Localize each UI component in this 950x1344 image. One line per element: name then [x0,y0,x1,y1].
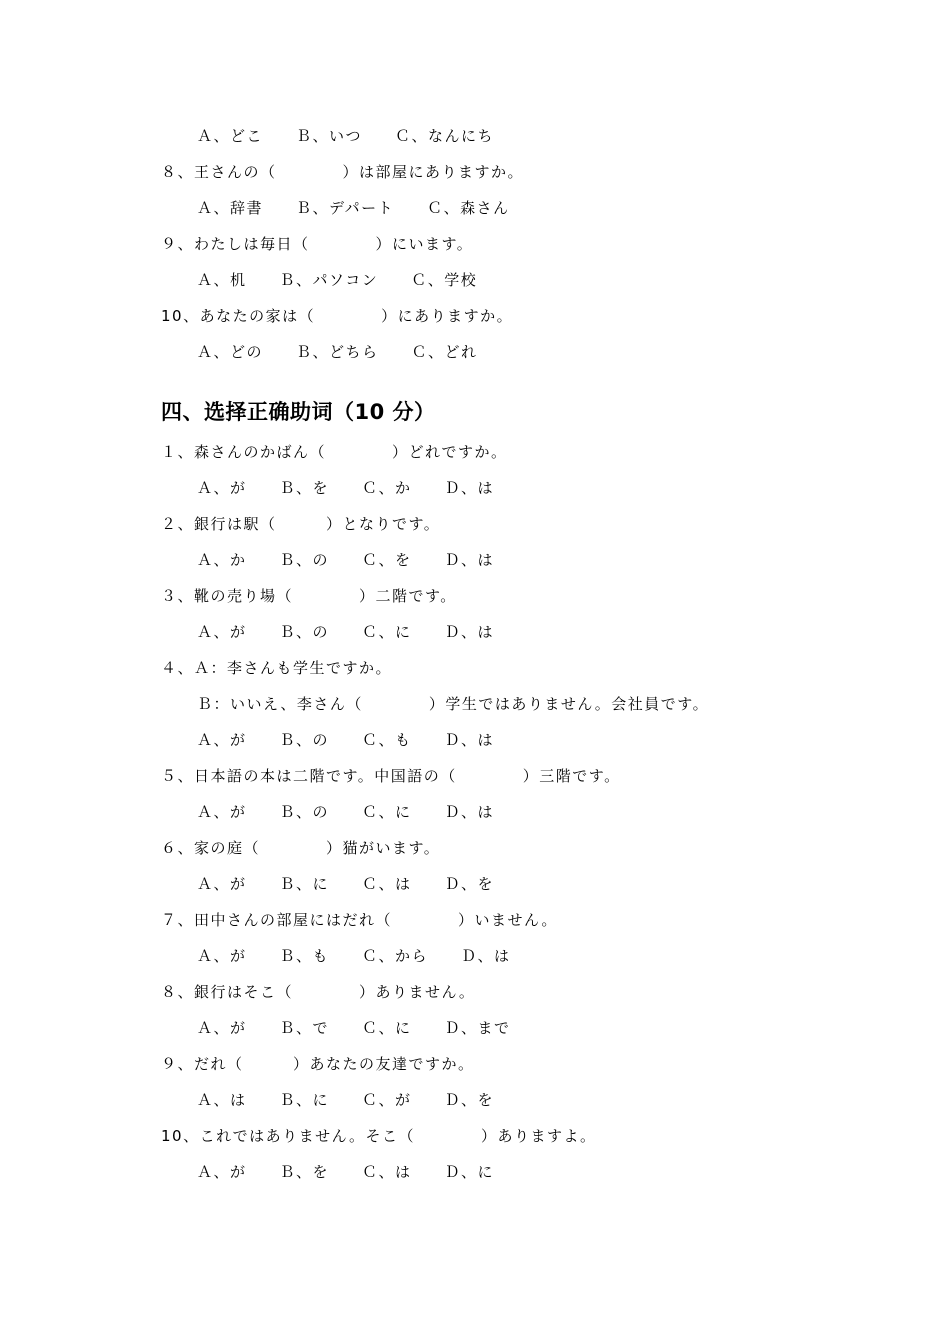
q9-options: Ａ、机 Ｂ、パソコン Ｃ、学校 [197,271,478,289]
s4-question-1: １、森さんのかばん（ ）どれですか。 [161,443,508,461]
s4-question-5: ５、日本語の本は二階です。中国語の（ ）三階です。 [161,767,621,785]
s4-options-10: Ａ、が Ｂ、を Ｃ、は Ｄ、に [197,1163,495,1181]
s4-question-7: ７、田中さんの部屋にはだれ（ ）いません。 [161,911,558,929]
q8-options: Ａ、辞書 Ｂ、デパート Ｃ、森さん [197,199,510,217]
s4-question-2: ２、銀行は駅（ ）となりです。 [161,515,441,533]
s4-options-6: Ａ、が Ｂ、に Ｃ、は Ｄ、を [197,875,495,893]
s4-options-7: Ａ、が Ｂ、も Ｃ、から Ｄ、は [197,947,511,965]
q7-options: Ａ、どこ Ｂ、いつ Ｃ、なんにち [197,127,495,145]
question-9: ９、わたしは毎日（ ）にいます。 [161,235,474,253]
s4-options-1: Ａ、が Ｂ、を Ｃ、か Ｄ、は [197,479,495,497]
s4-question-3: ３、靴の売り場（ ）二階です。 [161,587,457,605]
question-8: ８、王さんの（ ）は部屋にありますか。 [161,163,525,181]
q10-options: Ａ、どの Ｂ、どちら Ｃ、どれ [197,343,478,361]
s4-question-10: 10、これではありません。そこ（ ）ありますよ。 [161,1127,597,1145]
s4-options-3: Ａ、が Ｂ、の Ｃ、に Ｄ、は [197,623,495,641]
s4-options-8: Ａ、が Ｂ、で Ｃ、に Ｄ、まで [197,1019,511,1037]
s4-options-4: Ａ、が Ｂ、の Ｃ、も Ｄ、は [197,731,495,749]
s4-question-6: ６、家の庭（ ）猫がいます。 [161,839,441,857]
question-10: 10、あなたの家は（ ）にありますか。 [161,307,514,325]
s4-options-5: Ａ、が Ｂ、の Ｃ、に Ｄ、は [197,803,495,821]
s4-options-2: Ａ、か Ｂ、の Ｃ、を Ｄ、は [197,551,495,569]
s4-question-4: ４、Ａ：李さんも学生ですか。 [161,659,393,677]
s4-question-4-reply: Ｂ：いいえ、李さん（ ）学生ではありません。会社員です。 [197,695,710,713]
s4-question-9: ９、だれ（ ）あなたの友達ですか。 [161,1055,475,1073]
s4-options-9: Ａ、は Ｂ、に Ｃ、が Ｄ、を [197,1091,495,1109]
s4-question-8: ８、銀行はそこ（ ）ありません。 [161,983,476,1001]
section-heading: 四、选择正确助词（10 分） [161,400,436,424]
